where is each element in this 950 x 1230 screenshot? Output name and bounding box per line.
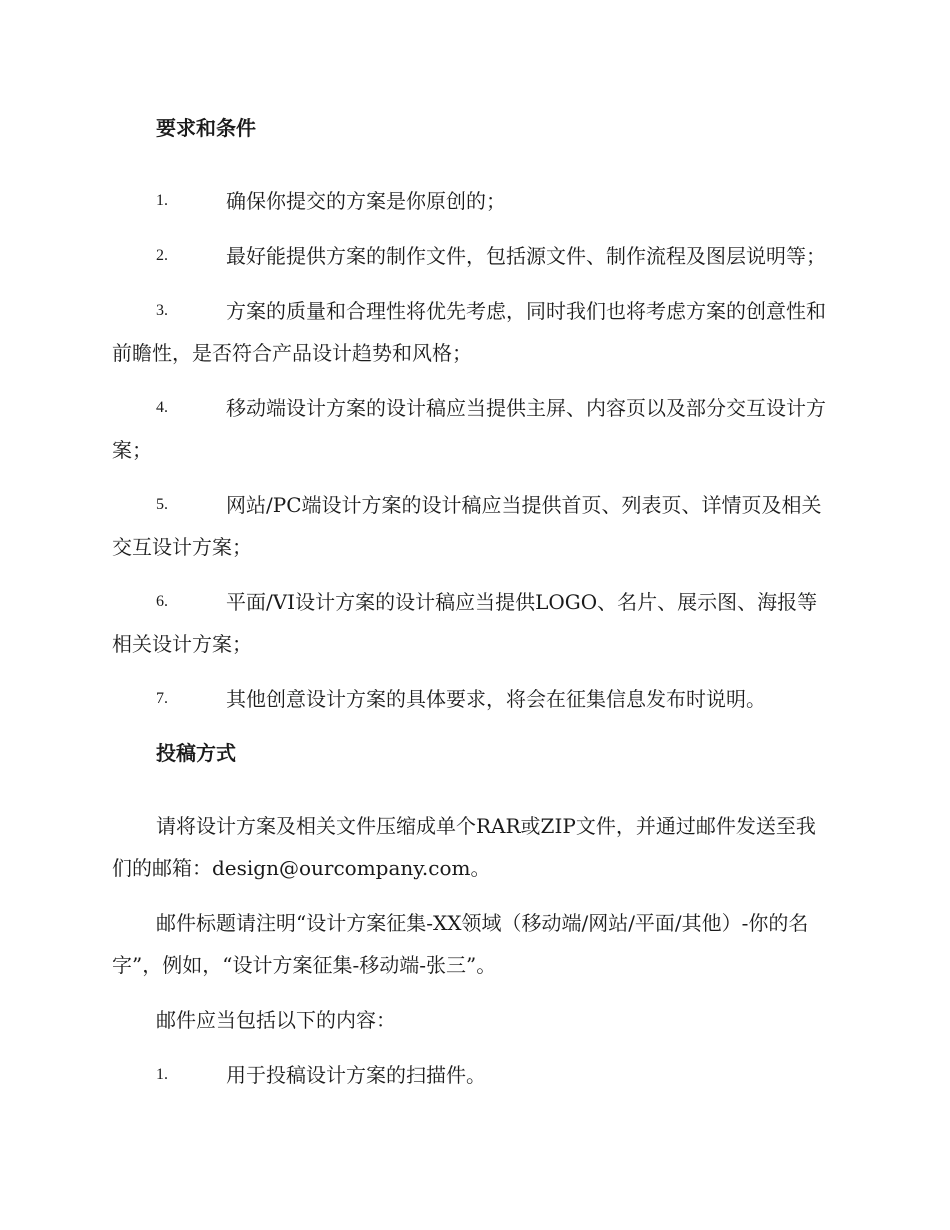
list-item <box>112 235 834 277</box>
section-heading-submission: 投稿方式 <box>156 741 236 765</box>
list-text: 用于投稿设计方案的扫描件。 <box>226 1063 486 1087</box>
list-text: 平面/VI设计方案的设计稿应当提供LOGO、名片、展示图、海报等相关设计方案； <box>112 590 818 656</box>
list-number: 7. <box>156 690 168 707</box>
list-item <box>112 180 834 222</box>
document-body <box>112 108 834 1109</box>
list-item <box>112 387 834 471</box>
section-heading-requirements: 要求和条件 <box>156 116 256 140</box>
list-item <box>112 678 834 720</box>
list-item <box>112 1054 834 1096</box>
list-text: 网站/PC端设计方案的设计稿应当提供首页、列表页、详情页及相关交互设计方案； <box>112 493 822 559</box>
list-item <box>112 484 834 568</box>
list-number: 2. <box>156 247 168 264</box>
list-number: 1. <box>156 192 168 209</box>
list-number: 5. <box>156 496 168 513</box>
list-text: 方案的质量和合理性将优先考虑，同时我们也将考虑方案的创意性和前瞻性，是否符合产品设计趋势和风格； <box>112 299 826 365</box>
list-text: 确保你提交的方案是你原创的； <box>226 189 506 213</box>
list-number: 1. <box>156 1066 168 1083</box>
list-number: 3. <box>156 302 168 319</box>
list-text: 其他创意设计方案的具体要求，将会在征集信息发布时说明。 <box>226 687 766 711</box>
list-number: 4. <box>156 399 168 416</box>
list-number: 6. <box>156 593 168 610</box>
paragraph-submission-method: 请将设计方案及相关文件压缩成单个RAR或ZIP文件，并通过邮件发送至我们的邮箱：design@ourcompany.com。 <box>112 814 816 880</box>
list-text: 移动端设计方案的设计稿应当提供主屏、内容页以及部分交互设计方案； <box>112 396 826 462</box>
list-item <box>112 290 834 374</box>
paragraph-email-subject: 邮件标题请注明“设计方案征集-XX领域（移动端/网站/平面/其他）-你的名字”，例如，“设计方案征集-移动端-张三”。 <box>112 911 809 977</box>
list-text: 最好能提供方案的制作文件，包括源文件、制作流程及图层说明等； <box>226 244 826 268</box>
list-item <box>112 581 834 665</box>
paragraph-email-contents: 邮件应当包括以下的内容： <box>156 1008 396 1032</box>
